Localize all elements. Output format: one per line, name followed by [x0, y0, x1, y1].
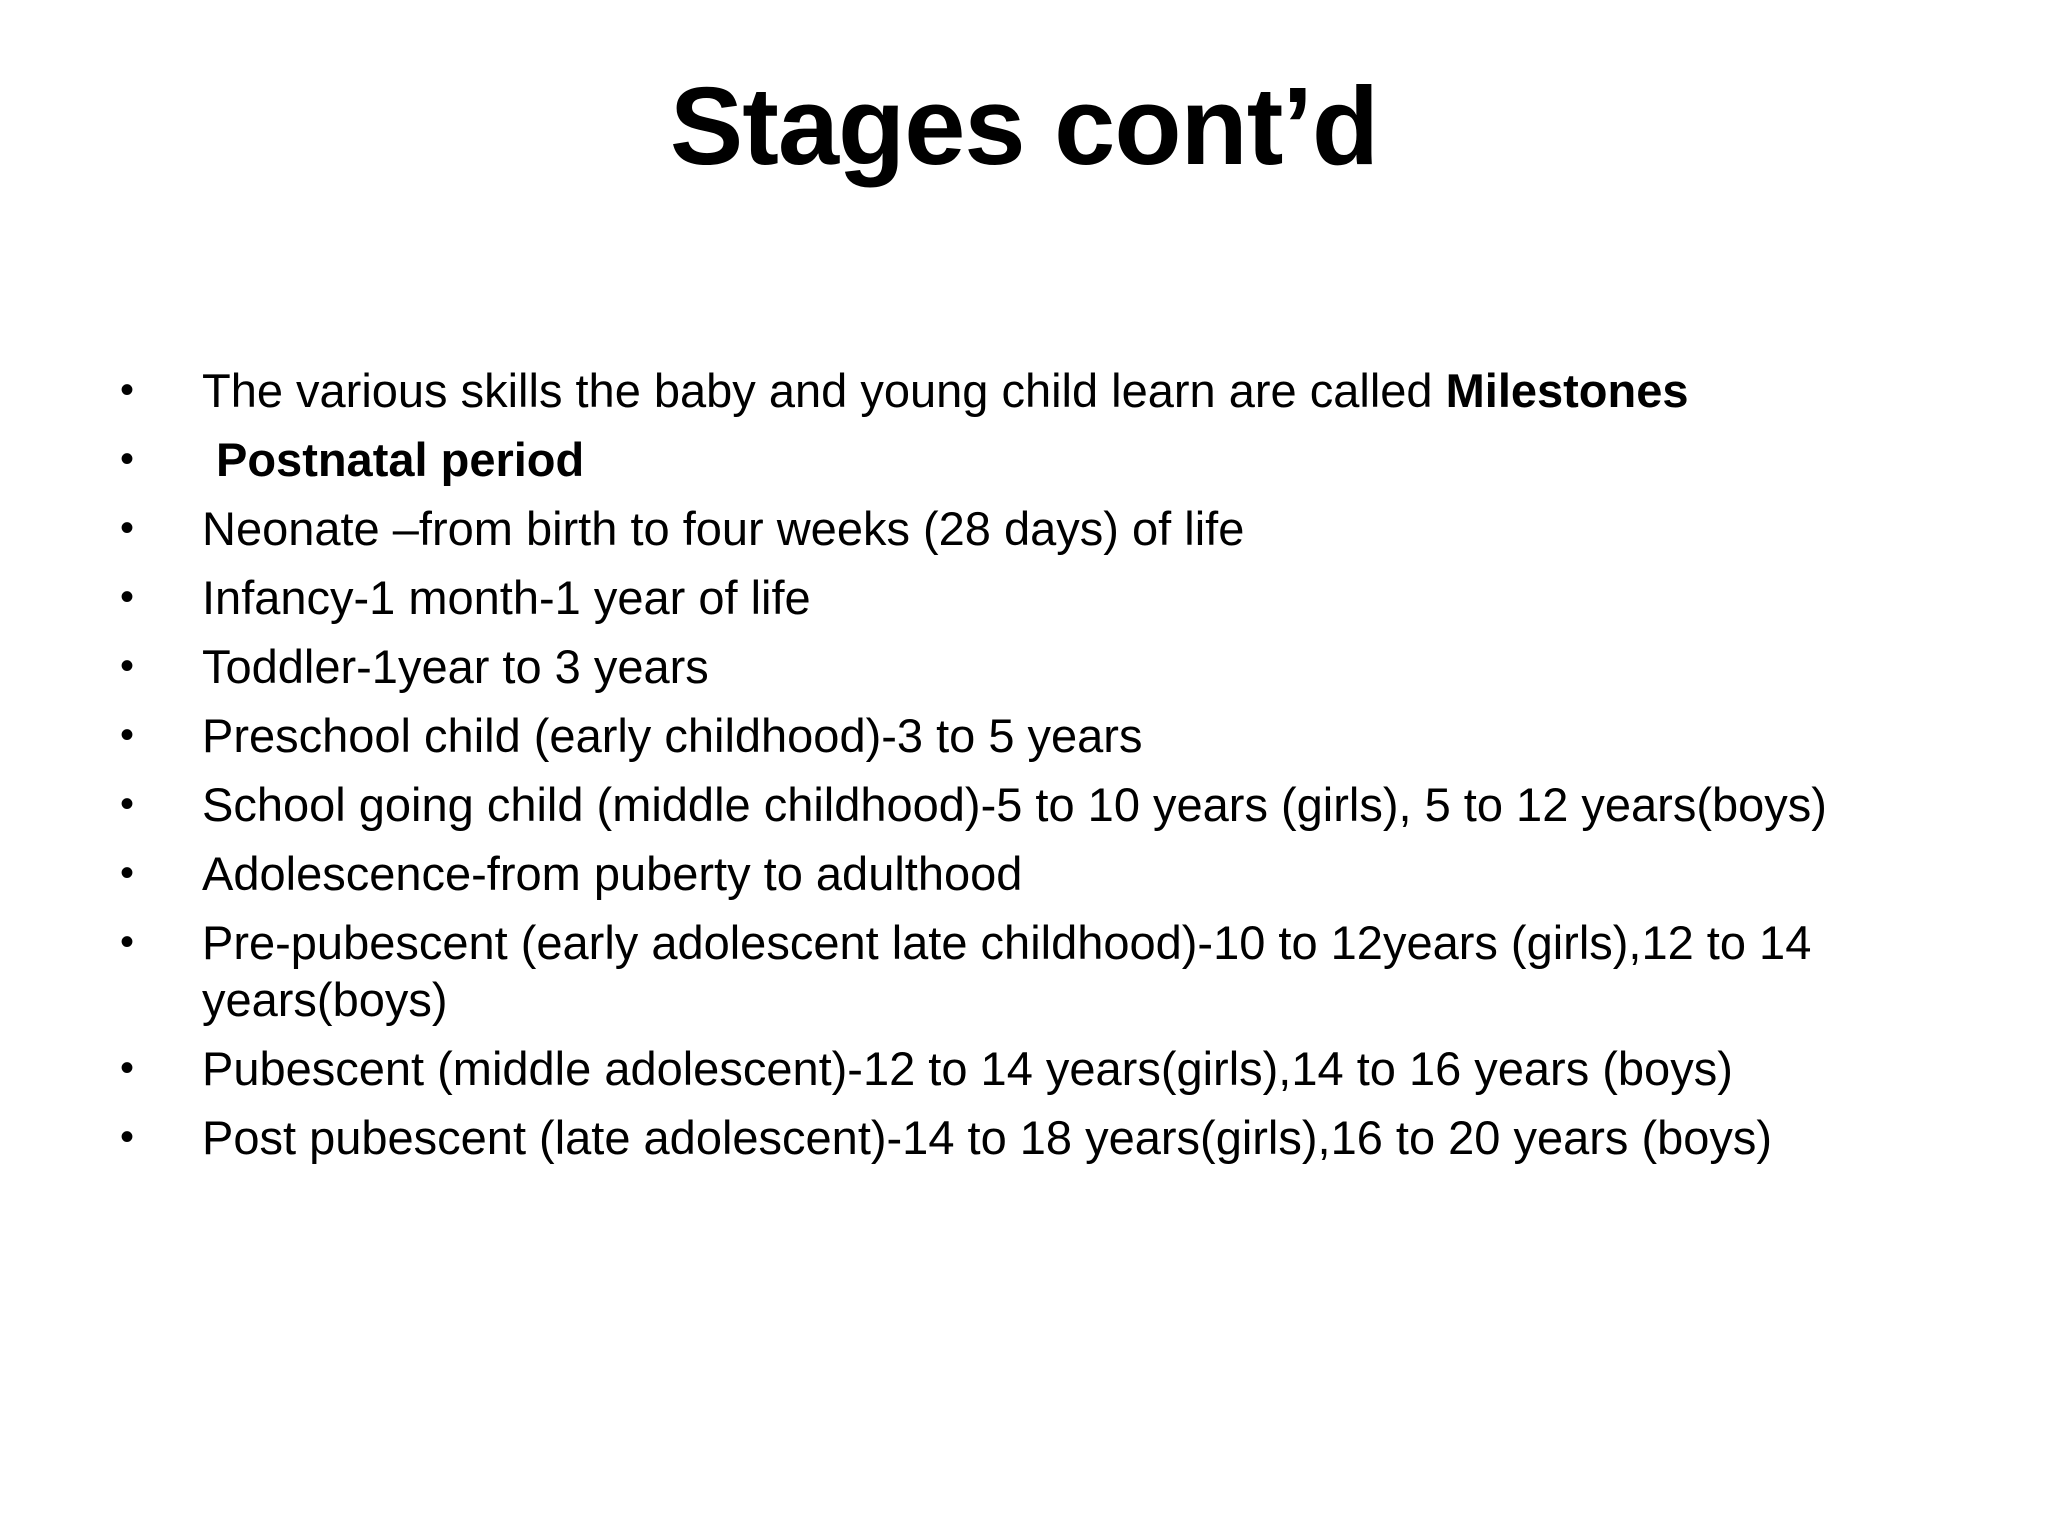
list-item-text: Adolescence-from puberty to adulthood — [202, 847, 1023, 900]
list-item — [120, 1109, 1980, 1166]
list-item — [120, 1040, 1980, 1097]
list-item — [120, 914, 1980, 1028]
bullet-icon: • — [120, 851, 135, 895]
list-item — [120, 431, 1980, 488]
slide-title: Stages cont’d — [669, 65, 1379, 188]
list-item-text: Toddler-1year to 3 years — [202, 640, 709, 693]
list-item-text: School going child (middle childhood)-5 to 10 years (girls), 5 to 12 years(boys) — [202, 778, 1827, 831]
list-item-text: Infancy-1 month-1 year of life — [202, 571, 811, 624]
bullet-icon: • — [120, 506, 135, 550]
bullet-icon: • — [120, 920, 135, 964]
list-item-text: Post pubescent (late adolescent)-14 to 18 years(girls),16 to 20 years (boys) — [202, 1111, 1773, 1164]
list-item — [120, 776, 1980, 833]
list-item-bold-text: Postnatal period — [216, 433, 585, 486]
bullet-icon: • — [120, 1115, 135, 1159]
list-item — [120, 500, 1980, 557]
list-item-text: The various skills the baby and young child learn are called — [202, 364, 1446, 417]
bullet-icon: • — [120, 368, 135, 412]
bullet-icon: • — [120, 782, 135, 826]
list-item — [120, 638, 1980, 695]
bullet-icon: • — [120, 713, 135, 757]
list-item — [120, 362, 1980, 419]
bullet-list — [120, 362, 1980, 1178]
list-item-text: Neonate –from birth to four weeks (28 days) of life — [202, 502, 1245, 555]
bullet-icon: • — [120, 644, 135, 688]
list-item-text: Pre-pubescent (early adolescent late childhood)-10 to 12years (girls),12 to 14 years(boys) — [202, 916, 1812, 1026]
bullet-icon: • — [120, 575, 135, 619]
list-item-text: Preschool child (early childhood)-3 to 5 years — [202, 709, 1143, 762]
list-item — [120, 569, 1980, 626]
list-item-text: Pubescent (middle adolescent)-12 to 14 years(girls),14 to 16 years (boys) — [202, 1042, 1733, 1095]
list-item — [120, 707, 1980, 764]
bullet-icon: • — [120, 1046, 135, 1090]
list-item — [120, 845, 1980, 902]
bullet-icon: • — [120, 437, 135, 481]
list-item-bold-text: Milestones — [1445, 364, 1689, 417]
